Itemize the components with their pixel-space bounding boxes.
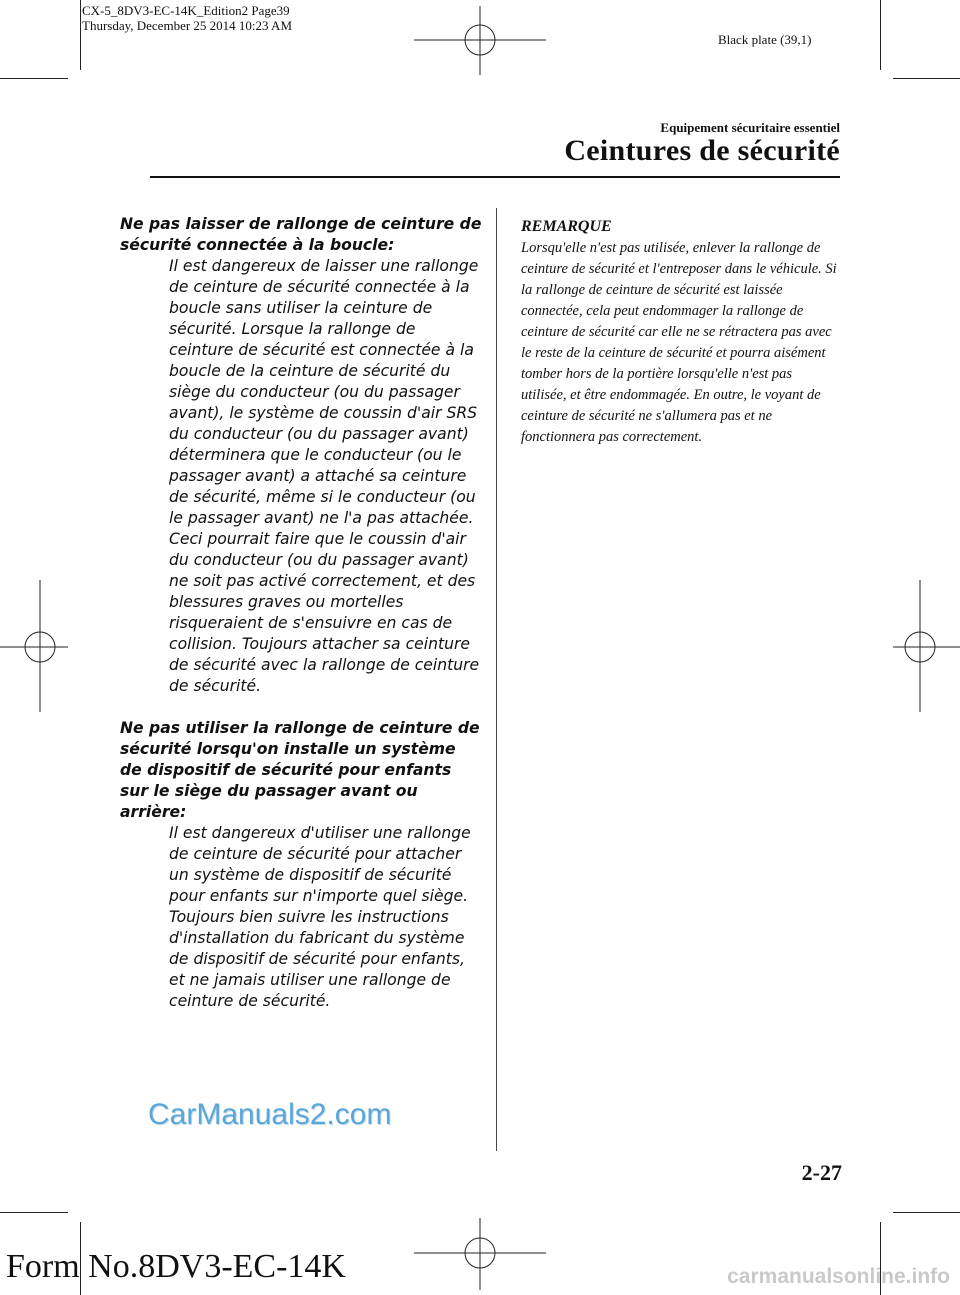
header-rule — [150, 176, 840, 178]
registration-target-icon — [0, 580, 68, 712]
spacer — [120, 697, 482, 718]
warning-body: Il est dangereux de laisser une rallonge de ceinture de sécurité connectée à la boucle sans utiliser la ceinture de sécurité. Lorsque la rallonge de ceinture de sécurité est connectée à la boucle de la ceinture de sécurité du siège du conducteur (ou du passager avant), le système de coussin d'air SRS du conducteur (ou du passager avant) déterminera que le conducteur (ou le passager avant) a attaché sa ceinture de sécurité, même si le conducteur (ou le passager avant) ne l'a pas attachée. Ceci pourrait faire que le coussin d'air du conducteur (ou du passager avant) ne soit pas activé correctement, et des blessures graves ou mortelles risqueraient de s'ensuivre en cas de collision. Toujours attacher sa ceinture de sécurité avec la rallonge de ceinture de sécurité. — [169, 257, 480, 695]
left-column — [120, 214, 482, 1012]
registration-target-icon — [893, 580, 960, 712]
column-divider — [496, 208, 497, 1151]
warning-block — [120, 718, 482, 1012]
note-body: Lorsqu'elle n'est pas utilisée, enlever la rallonge de ceinture de sécurité et l'entreposer dans le véhicule. Si la rallonge de ceinture de sécurité est laissée connectée, cela peut endommager la rallonge de ceinture de sécurité car elle ne se rétractera pas avec le reste de la ceinture de sécurité et pourra aisément tomber hors de la portière lorsqu'elle n'est pas utilisée, et être endommagée. En outre, le voyant de ceinture de sécurité ne s'allumera pas et ne fonctionnera pas correctement. — [521, 240, 837, 445]
registration-target-icon — [414, 1218, 546, 1290]
section-title: Ceintures de sécurité — [564, 134, 840, 167]
plate-label: Black plate (39,1) — [718, 32, 812, 47]
note-box — [521, 216, 841, 448]
note-heading: REMARQUE — [521, 218, 612, 235]
form-number: Form No.8DV3-EC-14K — [6, 1248, 346, 1285]
production-file-line: CX-5_8DV3-EC-14K_Edition2 Page39 — [82, 3, 290, 18]
section-label: Equipement sécuritaire essentiel — [660, 120, 840, 135]
watermark: CarManuals2.com — [148, 1098, 392, 1131]
warning-heading: Ne pas laisser de rallonge de ceinture de sécurité connectée à la boucle: — [120, 215, 482, 254]
warning-heading: Ne pas utiliser la rallonge de ceinture de sécurité lorsqu'on installe un système de dispositif de sécurité pour enfants sur le siège du passager avant ou arrière: — [120, 719, 480, 821]
warning-body: Il est dangereux d'utiliser une rallonge de ceinture de sécurité pour attacher un système de dispositif de sécurité pour enfants sur n'importe quel siège. Toujours bien suivre les instructions d'installation du fabricant du système de dispositif de sécurité pour enfants, et ne jamais utiliser une rallonge de ceinture de sécurité. — [169, 824, 471, 1010]
warning-block — [120, 214, 482, 697]
page-number: 2-27 — [801, 1160, 842, 1185]
registration-target-icon — [414, 6, 546, 75]
production-date-line: Thursday, December 25 2014 10:23 AM — [82, 18, 293, 33]
site-watermark: carmanualsonline.info — [727, 1265, 950, 1288]
